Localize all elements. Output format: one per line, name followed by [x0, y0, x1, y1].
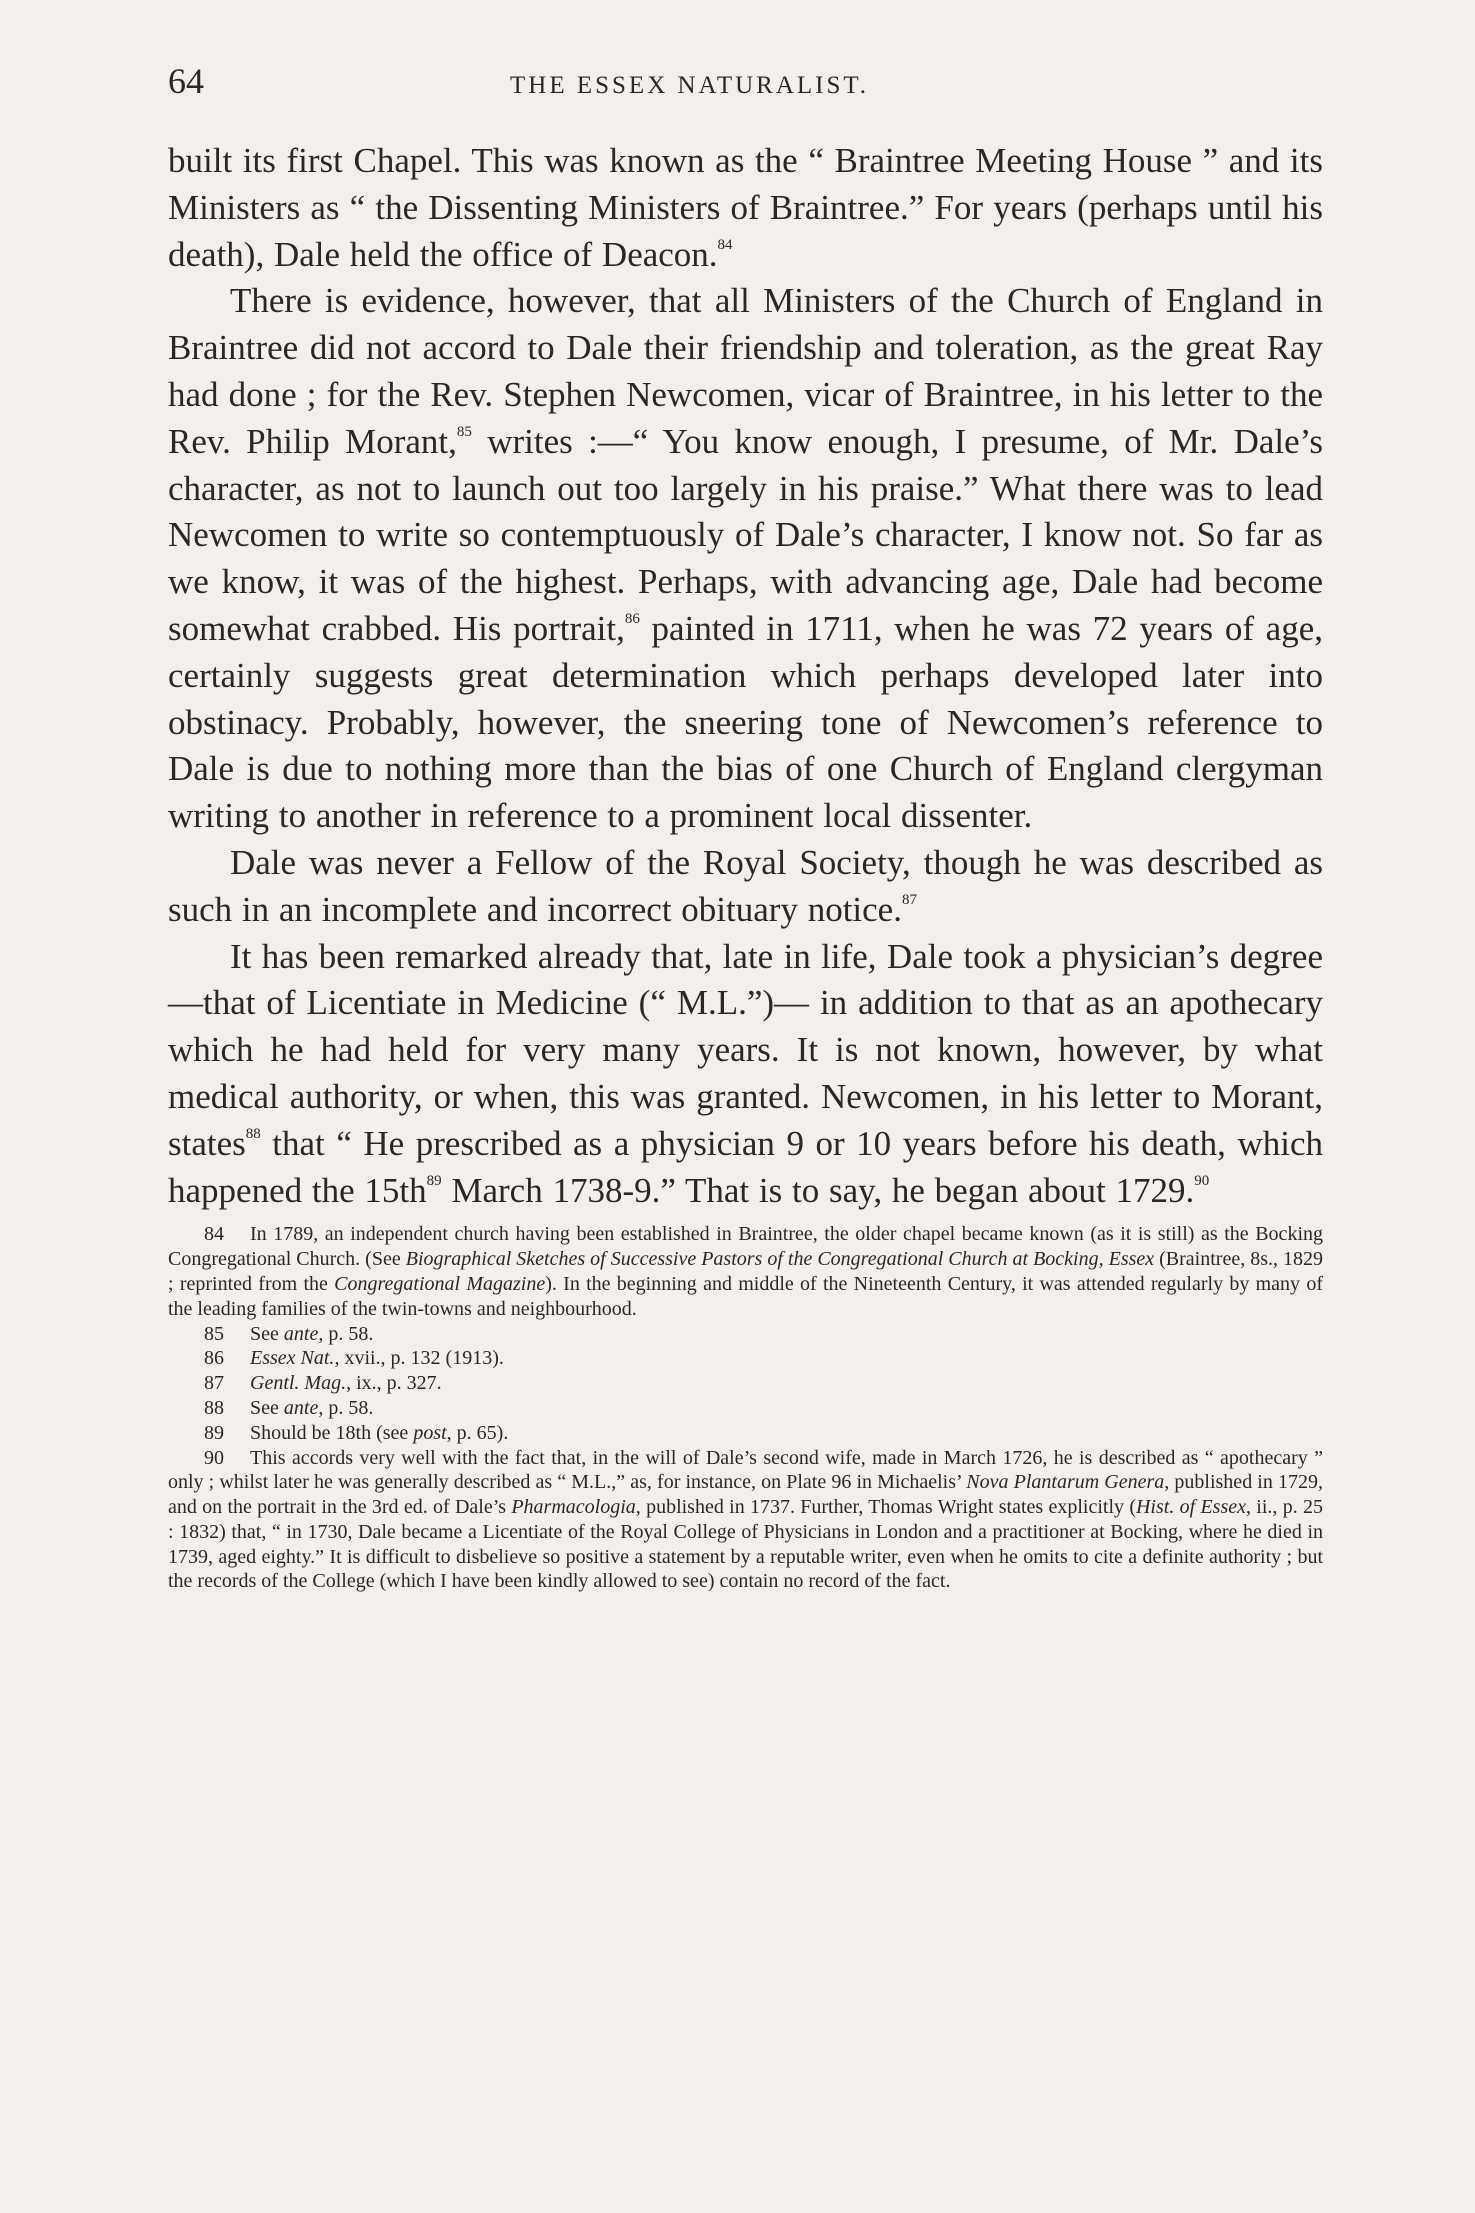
footnote-number: 87	[204, 1372, 224, 1395]
footnote	[168, 1371, 1323, 1396]
text-run: , p. 58.	[318, 1322, 374, 1345]
footnote-ref: 88	[245, 1125, 261, 1142]
footnotes	[168, 1222, 1323, 1594]
running-title: THE ESSEX NATURALIST.	[510, 72, 870, 99]
paragraph	[168, 934, 1323, 1215]
footnote	[168, 1222, 1323, 1321]
text-run: (Braintree, 8s., 1829 ; reprinted from the	[168, 1248, 1323, 1295]
text-run: , published in 1729, and on the portrait in the 3rd ed. of Dale’s	[168, 1471, 1323, 1519]
footnote-ref: 87	[901, 891, 917, 908]
footnote-number: 89	[204, 1421, 224, 1444]
footnote	[168, 1346, 1323, 1371]
paragraph	[168, 138, 1323, 278]
footnote-ref: 84	[717, 236, 733, 253]
text-run: painted in 1711, when he was 72 years of age, certainly suggests great determination which perhaps developed later into obstinacy. Probably, however, the sneering tone of Newcomen’s reference to Dale is due to nothing more than the bias of one Church of England clergyman writing to another in reference to a prominent local dissenter.	[168, 608, 1324, 836]
footnote-ref: 89	[426, 1172, 442, 1189]
footnote-number: 90	[204, 1446, 224, 1469]
footnote	[168, 1421, 1323, 1446]
book-page	[168, 60, 1323, 1594]
text-run: ). In the beginning and middle of the Nineteenth Century, it was attended regularly by many of the leading families of the twin-towns and neighbourhood.	[168, 1272, 1323, 1320]
text-run: It has been remarked already that, late in life, Dale took a physician’s degree—that of Licentiate in Medicine (“ M.L.”)— in addition to that as an apothecary which he had held for very many years. It is not known, however, by what medical authority, or when, this was granted. Newcomen, in his letter to Morant, states	[168, 936, 1323, 1163]
footnote-number: 84	[204, 1223, 224, 1246]
paragraph	[168, 840, 1323, 934]
italic-text: Essex Nat.	[250, 1347, 335, 1370]
running-head	[168, 60, 1323, 120]
text-run: March 1738-9.” That is to say, he began about 1729.	[441, 1170, 1195, 1210]
footnote	[168, 1396, 1323, 1421]
footnote-number: 88	[204, 1396, 224, 1419]
italic-text: ante	[283, 1322, 319, 1345]
text-run: This accords very well with the fact that, in the will of Dale’s second wife, made in March 1726, he is described as “ apothecary ” only ; whilst later he was generally described as “ M.L.,” as, for instance, on Plate 96 in Michaelis’	[168, 1446, 1323, 1494]
text-run: See	[250, 1322, 284, 1345]
footnote-ref: 85	[456, 423, 472, 440]
italic-text: Nova Plantarum Genera	[966, 1471, 1165, 1494]
paragraph	[168, 278, 1323, 840]
text-run: See	[250, 1396, 284, 1419]
text-run: , p. 58.	[318, 1396, 374, 1419]
footnote-ref: 90	[1194, 1172, 1210, 1189]
italic-text: post	[413, 1421, 447, 1444]
text-run: There is evidence, however, that all Ministers of the Church of England in Braintree did not accord to Dale their friendship and toleration, as the great Ray had done ; for the Rev. Stephen Newcomen, vicar of Braintree, in his letter to the Rev. Philip Morant,	[168, 281, 1323, 461]
italic-text: Pharmacologia	[511, 1496, 636, 1519]
italic-text: ante	[283, 1396, 319, 1419]
italic-text: Gentl. Mag.	[250, 1372, 347, 1395]
text-run: In 1789, an independent church having been established in Braintree, the older chapel became known (as it is still) as the Bocking Congregational Church. (See	[168, 1223, 1323, 1271]
italic-text: Hist. of Essex	[1135, 1496, 1246, 1519]
text-run: Dale was never a Fellow of the Royal Society, though he was described as such in an incomplete and incorrect obituary notice.	[168, 842, 1323, 929]
text-run: , xvii., p. 132 (1913).	[334, 1347, 504, 1370]
footnote	[168, 1446, 1323, 1595]
text-run: , p. 65).	[446, 1421, 509, 1444]
text-run: , published in 1737. Further, Thomas Wright states explicitly (	[635, 1496, 1136, 1519]
text-run: that “ He prescribed as a physician 9 or 10 years before his death, which happened the 15th	[168, 1123, 1323, 1210]
text-run: Should be 18th (see	[250, 1421, 414, 1444]
footnote-ref: 86	[624, 610, 640, 627]
italic-text: Biographical Sketches of Successive Pastors of the Congregational Church at Bocking, Essex	[405, 1248, 1155, 1271]
body-text	[168, 138, 1323, 1214]
text-run: , ix., p. 327.	[346, 1372, 442, 1395]
text-run: , ii., p. 25 : 1832) that, “ in 1730, Dale became a Licentiate of the Royal College of Physicians in London and a practitioner at Bocking, where he died in 1739, aged eighty.” It is difficult to disbelieve so positive a statement by a reputable writer, even when he omits to cite a definite authority ; but the records of the College (which I have been kindly allowed to see) contain no record of the fact.	[168, 1496, 1323, 1593]
footnote	[168, 1322, 1323, 1347]
footnote-number: 86	[204, 1347, 224, 1370]
text-run: built its first Chapel. This was known as the “ Braintree Meeting House ” and its Ministers as “ the Dissenting Ministers of Braintree.” For years (perhaps until his death), Dale held the office of Deacon.	[168, 141, 1323, 274]
page-number: 64	[168, 61, 204, 101]
footnote-number: 85	[204, 1322, 224, 1345]
italic-text: Congregational Magazine	[334, 1272, 546, 1295]
text-run: writes :—“ You know enough, I presume, of Mr. Dale’s character, as not to launch out too largely in his praise.” What there was to lead Newcomen to write so contemptuously of Dale’s character, I know not. So far as we know, it was of the highest. Perhaps, with advancing age, Dale had become somewhat crabbed. His portrait,	[168, 421, 1323, 648]
